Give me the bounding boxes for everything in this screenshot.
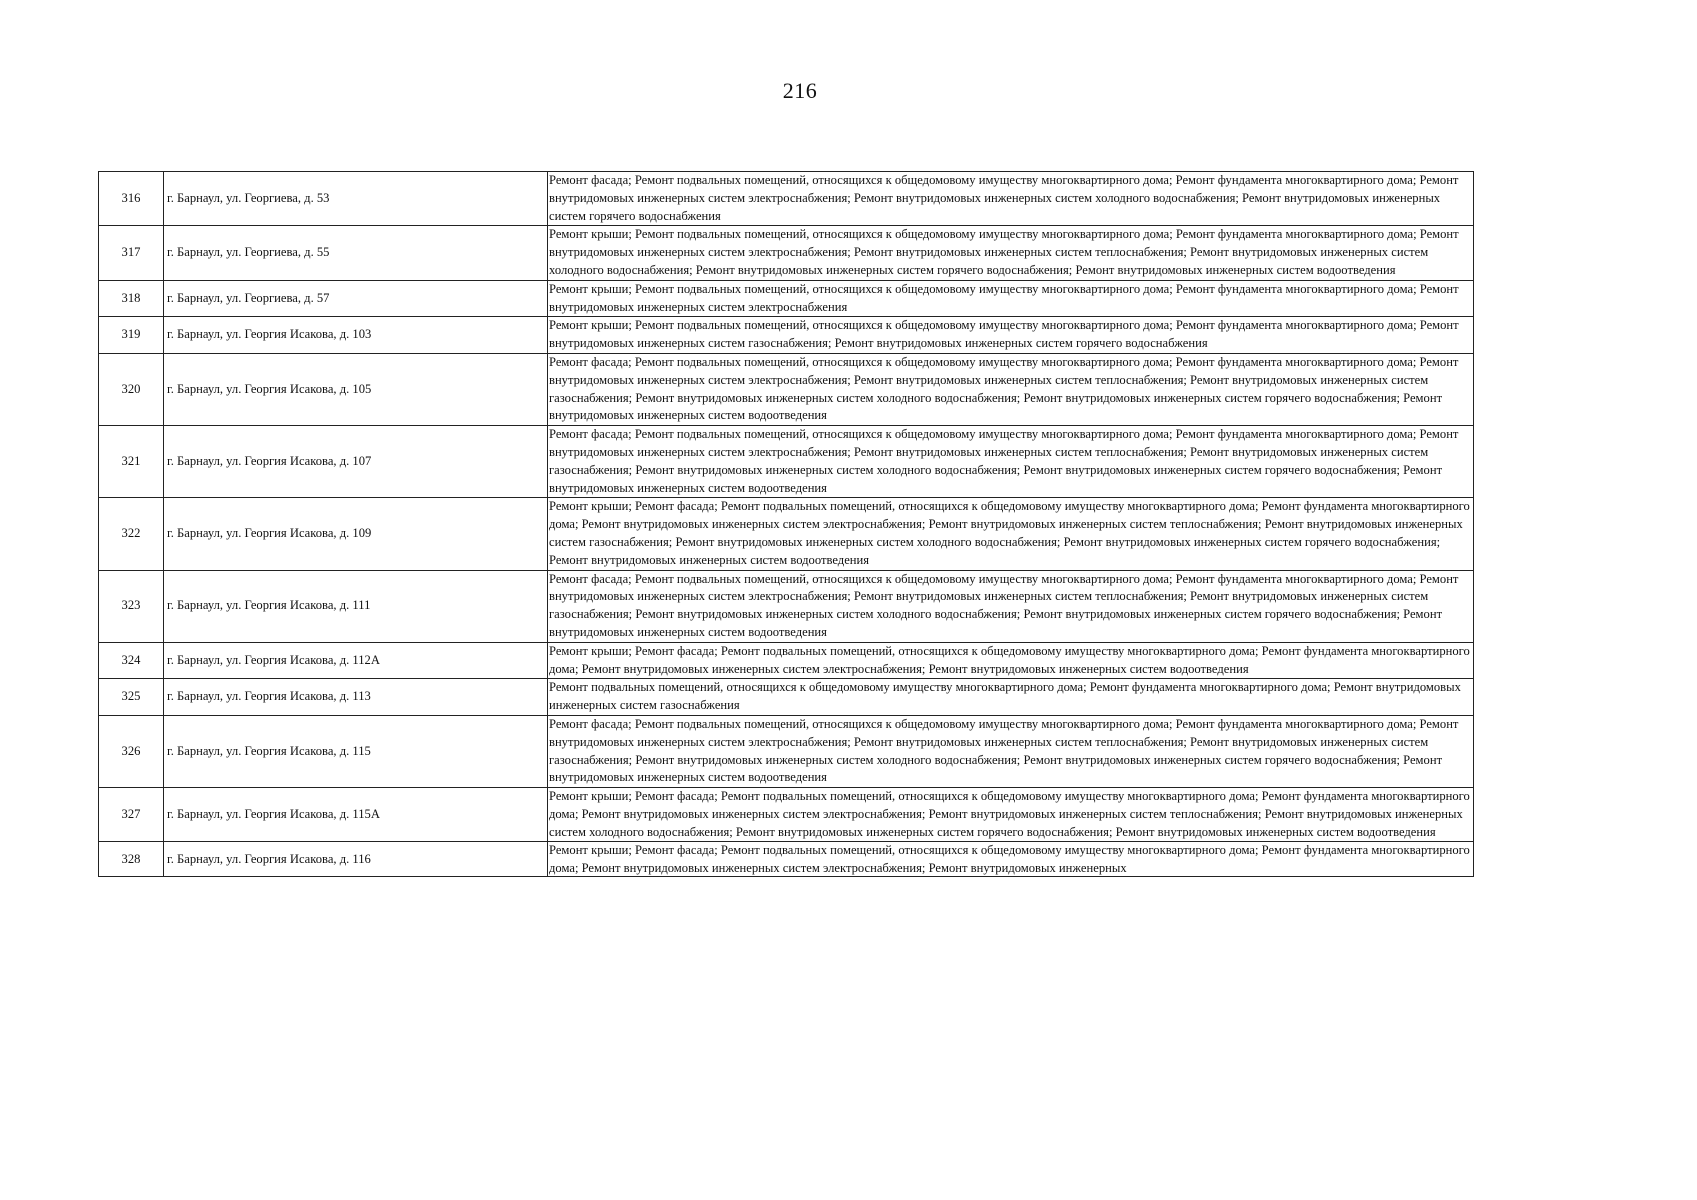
row-address: г. Барнаул, ул. Георгия Исакова, д. 113 [164,679,548,716]
table-row [99,353,1474,425]
row-works: Ремонт крыши; Ремонт подвальных помещений, относящихся к общедомовому имуществу многоквартирного дома; Ремонт фундамента многоквартирного дома; Ремонт внутридомовых инженерных систем электроснабжения; Ремонт внутридомовых инженерных систем теплоснабжения; Ремонт внутридомовых инженерных систем холодного водоснабжения; Ремонт внутридомовых инженерных систем горячего водоснабжения; Ремонт внутридомовых инженерных систем водоотведения [548,226,1474,280]
row-works: Ремонт крыши; Ремонт подвальных помещений, относящихся к общедомовому имуществу многоквартирного дома; Ремонт фундамента многоквартирного дома; Ремонт внутридомовых инженерных систем газоснабжения; Ремонт внутридомовых инженерных систем горячего водоснабжения [548,317,1474,354]
row-number: 326 [99,715,164,787]
table-row [99,715,1474,787]
row-works: Ремонт фасада; Ремонт подвальных помещений, относящихся к общедомовому имуществу многоквартирного дома; Ремонт фундамента многоквартирного дома; Ремонт внутридомовых инженерных систем электроснабжения; Ремонт внутридомовых инженерных систем теплоснабжения; Ремонт внутридомовых инженерных систем газоснабжения; Ремонт внутридомовых инженерных систем холодного водоснабжения; Ремонт внутридомовых инженерных систем горячего водоснабжения; Ремонт внутридомовых инженерных систем водоотведения [548,426,1474,498]
row-works: Ремонт крыши; Ремонт фасада; Ремонт подвальных помещений, относящихся к общедомовому имуществу многоквартирного дома; Ремонт фундамента многоквартирного дома; Ремонт внутридомовых инженерных систем электроснабжения; Ремонт внутридомовых инженерных систем теплоснабжения; Ремонт внутридомовых инженерных систем холодного водоснабжения; Ремонт внутридомовых инженерных систем горячего водоснабжения; Ремонт внутридомовых инженерных систем водоотведения [548,788,1474,842]
row-works: Ремонт фасада; Ремонт подвальных помещений, относящихся к общедомовому имуществу многоквартирного дома; Ремонт фундамента многоквартирного дома; Ремонт внутридомовых инженерных систем электроснабжения; Ремонт внутридомовых инженерных систем теплоснабжения; Ремонт внутридомовых инженерных систем газоснабжения; Ремонт внутридомовых инженерных систем холодного водоснабжения; Ремонт внутридомовых инженерных систем горячего водоснабжения; Ремонт внутридомовых инженерных систем водоотведения [548,353,1474,425]
row-number: 324 [99,642,164,679]
table-row [99,172,1474,226]
row-number: 321 [99,426,164,498]
row-address: г. Барнаул, ул. Георгия Исакова, д. 103 [164,317,548,354]
row-number: 318 [99,280,164,317]
row-address: г. Барнаул, ул. Георгия Исакова, д. 112А [164,642,548,679]
table-row [99,570,1474,642]
table-row [99,280,1474,317]
table-row [99,642,1474,679]
row-number: 325 [99,679,164,716]
table-row [99,426,1474,498]
row-works: Ремонт крыши; Ремонт фасада; Ремонт подвальных помещений, относящихся к общедомовому имуществу многоквартирного дома; Ремонт фундамента многоквартирного дома; Ремонт внутридомовых инженерных систем электроснабжения; Ремонт внутридомовых инженерных систем теплоснабжения; Ремонт внутридомовых инженерных систем газоснабжения; Ремонт внутридомовых инженерных систем холодного водоснабжения; Ремонт внутридомовых инженерных систем горячего водоснабжения; Ремонт внутридомовых инженерных систем водоотведения [548,498,1474,570]
row-works: Ремонт крыши; Ремонт подвальных помещений, относящихся к общедомовому имуществу многоквартирного дома; Ремонт фундамента многоквартирного дома; Ремонт внутридомовых инженерных систем электроснабжения [548,280,1474,317]
row-number: 322 [99,498,164,570]
row-number: 317 [99,226,164,280]
row-address: г. Барнаул, ул. Георгиева, д. 53 [164,172,548,226]
row-number: 323 [99,570,164,642]
row-address: г. Барнаул, ул. Георгия Исакова, д. 105 [164,353,548,425]
row-address: г. Барнаул, ул. Георгия Исакова, д. 115 [164,715,548,787]
row-address: г. Барнаул, ул. Георгиева, д. 57 [164,280,548,317]
row-works: Ремонт фасада; Ремонт подвальных помещений, относящихся к общедомовому имуществу многоквартирного дома; Ремонт фундамента многоквартирного дома; Ремонт внутридомовых инженерных систем электроснабжения; Ремонт внутридомовых инженерных систем теплоснабжения; Ремонт внутридомовых инженерных систем газоснабжения; Ремонт внутридомовых инженерных систем холодного водоснабжения; Ремонт внутридомовых инженерных систем горячего водоснабжения; Ремонт внутридомовых инженерных систем водоотведения [548,715,1474,787]
table-row [99,498,1474,570]
page-number: 216 [782,78,818,103]
row-works: Ремонт подвальных помещений, относящихся к общедомовому имуществу многоквартирного дома; Ремонт фундамента многоквартирного дома; Ремонт внутридомовых инженерных систем газоснабжения [548,679,1474,716]
row-address: г. Барнаул, ул. Георгия Исакова, д. 116 [164,842,548,877]
row-number: 320 [99,353,164,425]
table-row [99,842,1474,877]
row-works: Ремонт фасада; Ремонт подвальных помещений, относящихся к общедомовому имуществу многоквартирного дома; Ремонт фундамента многоквартирного дома; Ремонт внутридомовых инженерных систем электроснабжения; Ремонт внутридомовых инженерных систем теплоснабжения; Ремонт внутридомовых инженерных систем газоснабжения; Ремонт внутридомовых инженерных систем холодного водоснабжения; Ремонт внутридомовых инженерных систем горячего водоснабжения; Ремонт внутридомовых инженерных систем водоотведения [548,570,1474,642]
row-works-cell [548,842,1474,877]
repair-works-table [98,171,1474,877]
row-address: г. Барнаул, ул. Георгия Исакова, д. 115А [164,788,548,842]
row-address: г. Барнаул, ул. Георгия Исакова, д. 109 [164,498,548,570]
table-row [99,679,1474,716]
row-number: 328 [99,842,164,877]
row-number: 319 [99,317,164,354]
row-number: 316 [99,172,164,226]
table-row [99,317,1474,354]
row-works: Ремонт крыши; Ремонт фасада; Ремонт подвальных помещений, относящихся к общедомовому имуществу многоквартирного дома; Ремонт фундамента многоквартирного дома; Ремонт внутридомовых инженерных систем электроснабжения; Ремонт внутридомовых инженерных [549,843,1470,876]
table-row [99,226,1474,280]
row-address: г. Барнаул, ул. Георгия Исакова, д. 111 [164,570,548,642]
row-works: Ремонт фасада; Ремонт подвальных помещений, относящихся к общедомовому имуществу многоквартирного дома; Ремонт фундамента многоквартирного дома; Ремонт внутридомовых инженерных систем электроснабжения; Ремонт внутридомовых инженерных систем холодного водоснабжения; Ремонт внутридомовых инженерных систем горячего водоснабжения [548,172,1474,226]
row-number: 327 [99,788,164,842]
row-works: Ремонт крыши; Ремонт фасада; Ремонт подвальных помещений, относящихся к общедомовому имуществу многоквартирного дома; Ремонт фундамента многоквартирного дома; Ремонт внутридомовых инженерных систем электроснабжения; Ремонт внутридомовых инженерных систем водоотведения [548,642,1474,679]
row-address: г. Барнаул, ул. Георгия Исакова, д. 107 [164,426,548,498]
table-row [99,788,1474,842]
row-address: г. Барнаул, ул. Георгиева, д. 55 [164,226,548,280]
